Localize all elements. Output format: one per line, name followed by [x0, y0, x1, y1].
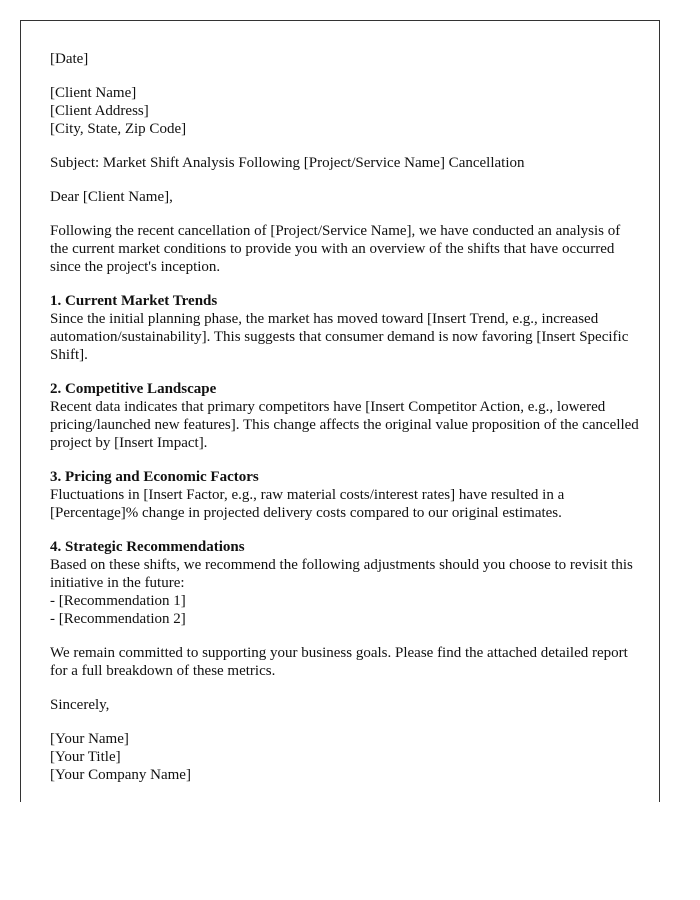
section-heading: 4. Strategic Recommendations — [50, 539, 245, 555]
section-heading: 3. Pricing and Economic Factors — [50, 469, 259, 485]
sign-off-line — [50, 696, 640, 714]
closing-paragraph — [50, 644, 640, 680]
closing-text: We remain committed to supporting your business goals. Please find the attached detailed report for a full breakdown of these metrics. — [50, 645, 628, 679]
sender-block — [50, 730, 640, 784]
intro-paragraph — [50, 222, 640, 276]
recipient-block — [50, 84, 640, 138]
letter-page — [20, 20, 660, 802]
section-body: Recent data indicates that primary competitors have [Insert Competitor Action, e.g., lowered pricing/launched new features]. This change affects the original value proposition of the cancelled project by [Insert Impact]. — [50, 399, 639, 451]
salutation-line — [50, 188, 640, 206]
recipient-name: [Client Name] — [50, 85, 137, 101]
subject-line — [50, 154, 640, 172]
section-body: Since the initial planning phase, the market has moved toward [Insert Trend, e.g., increased automation/sustainability]. This suggests that consumer demand is now favoring [Insert Specific Shift]. — [50, 311, 629, 363]
recommendation-item: - [Recommendation 1] — [50, 593, 186, 609]
section-heading: 1. Current Market Trends — [50, 293, 218, 309]
sign-off: Sincerely, — [50, 697, 110, 713]
sender-company: [Your Company Name] — [50, 767, 191, 783]
sender-title: [Your Title] — [50, 749, 121, 765]
recipient-address: [Client Address] — [50, 103, 149, 119]
date-line — [50, 50, 640, 68]
sender-name: [Your Name] — [50, 731, 129, 747]
intro-text: Following the recent cancellation of [Project/Service Name], we have conducted an analysis of the current market conditions to provide you with an overview of the shifts that have occurred since the project's inception. — [50, 223, 621, 275]
subject: Subject: Market Shift Analysis Following [Project/Service Name] Cancellation — [50, 155, 525, 171]
section-strategic-recommendations — [50, 538, 640, 628]
section-market-trends — [50, 292, 640, 364]
recipient-city-state-zip: [City, State, Zip Code] — [50, 121, 187, 137]
section-pricing-economic — [50, 468, 640, 522]
section-body: Fluctuations in [Insert Factor, e.g., raw material costs/interest rates] have resulted in a [Percentage]% change in projected delivery costs compared to our original estimates. — [50, 487, 565, 521]
section-competitive-landscape — [50, 380, 640, 452]
section-body: Based on these shifts, we recommend the following adjustments should you choose to revisit this initiative in the future: — [50, 557, 633, 591]
recommendation-item: - [Recommendation 2] — [50, 611, 186, 627]
letter-body — [50, 50, 640, 800]
salutation: Dear [Client Name], — [50, 189, 173, 205]
date: [Date] — [50, 51, 89, 67]
section-heading: 2. Competitive Landscape — [50, 381, 217, 397]
